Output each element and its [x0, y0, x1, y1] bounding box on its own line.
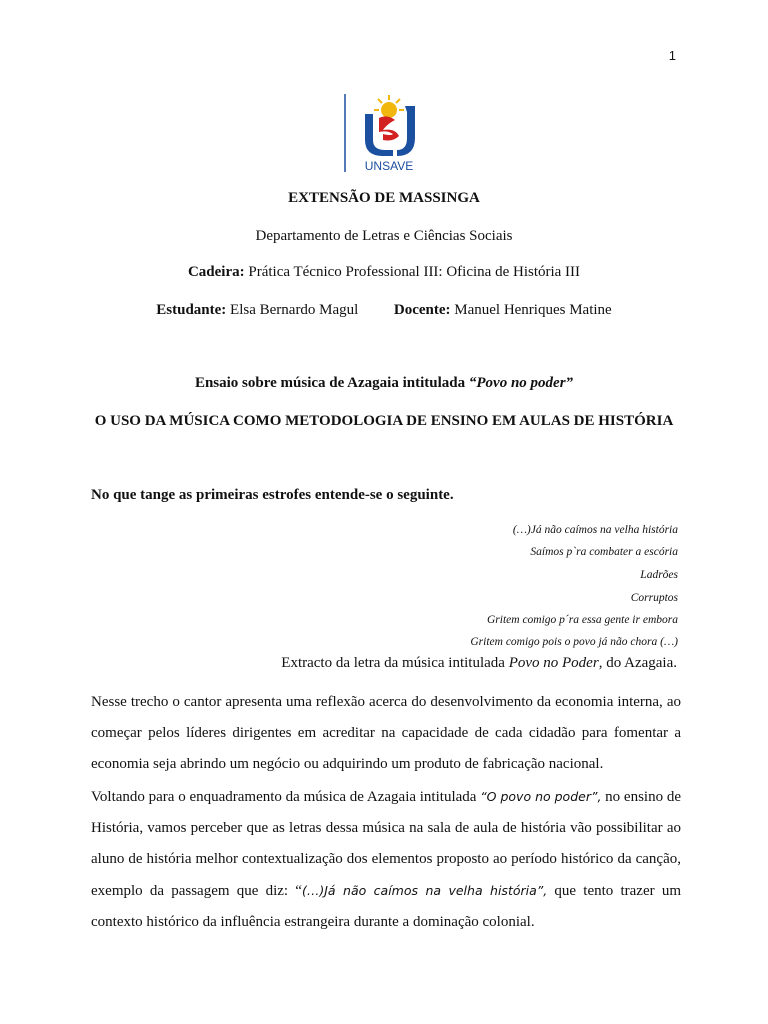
intro-sentence: No que tange as primeiras estrofes entende-se o seguinte. — [91, 487, 454, 503]
paragraph-2-part-2: no ensino de História, vamos perceber que as letras dessa música na sala de aula de história vão possibilitar ao aluno de história melhor contextualização dos elementos proposto ao período histórico da canção, exemplo da passagem que diz: “ — [91, 789, 681, 899]
docente-label: Docente: — [393, 302, 451, 318]
university-logo — [343, 92, 435, 174]
estudante-value: Elsa Bernardo Magul — [226, 302, 359, 318]
cadeira-value: Prática Técnico Professional III: Oficina de História III — [244, 264, 581, 280]
unisave-logo-icon — [343, 92, 435, 174]
verse-line: (…)Já não caímos na velha história — [512, 524, 678, 536]
extract-song: Povo no Poder — [508, 655, 599, 671]
extract-suffix: , do Azagaia. — [598, 655, 677, 671]
paragraph-2-quote-1: “O povo no poder”, — [480, 789, 602, 804]
paragraph-2-quote-2: (…)Já não caímos na velha história”, — [301, 883, 548, 898]
cadeira-line — [0, 264, 768, 281]
docente-value: Manuel Henriques Matine — [450, 302, 612, 318]
logo-text: UNSAVE — [364, 159, 414, 173]
essay-title: O USO DA MÚSICA COMO METODOLOGIA DE ENSINO EM AULAS DE HISTÓRIA — [94, 413, 674, 429]
people-line — [0, 302, 768, 319]
extract-caption — [281, 655, 677, 672]
department-name: Departamento de Letras e Ciências Sociais — [255, 228, 513, 244]
verse-line: Ladrões — [640, 569, 678, 581]
subtitle-song: “Povo no poder” — [468, 375, 574, 391]
estudante-label: Estudante: — [156, 302, 227, 318]
paragraph-1: Nesse trecho o cantor apresenta uma reflexão acerca do desenvolvimento da economia interna, ao começar pelos líderes dirigentes em acreditar na capacidade de cada cidadão para fomentar a economia seja abrindo um negócio ou adquirindo um produto de fabricação nacional. — [91, 694, 681, 772]
paragraph-2-part-3: que tento trazer um contexto histórico da influência estrangeira durante a dominação colonial. — [91, 883, 681, 930]
verse-line: Gritem comigo p´ra essa gente ir embora — [486, 614, 678, 626]
verse-line: Corruptos — [630, 592, 678, 604]
cadeira-label: Cadeira: — [187, 264, 245, 280]
extract-prefix: Extracto da letra da música intitulada — [281, 655, 509, 671]
paragraph-2 — [91, 781, 681, 938]
page-number: 1 — [668, 48, 676, 63]
subtitle-prefix: Ensaio sobre música de Azagaia intitulada — [194, 375, 469, 391]
paragraph-2-part-1: Voltando para o enquadramento da música de Azagaia intitulada — [91, 789, 481, 805]
verse-line: Saímos p`ra combater a escória — [530, 546, 678, 558]
institution-name: EXTENSÃO DE MASSINGA — [288, 190, 480, 206]
essay-subtitle — [0, 375, 768, 392]
verse-line: Gritem comigo pois o povo já não chora (…) — [470, 636, 678, 648]
